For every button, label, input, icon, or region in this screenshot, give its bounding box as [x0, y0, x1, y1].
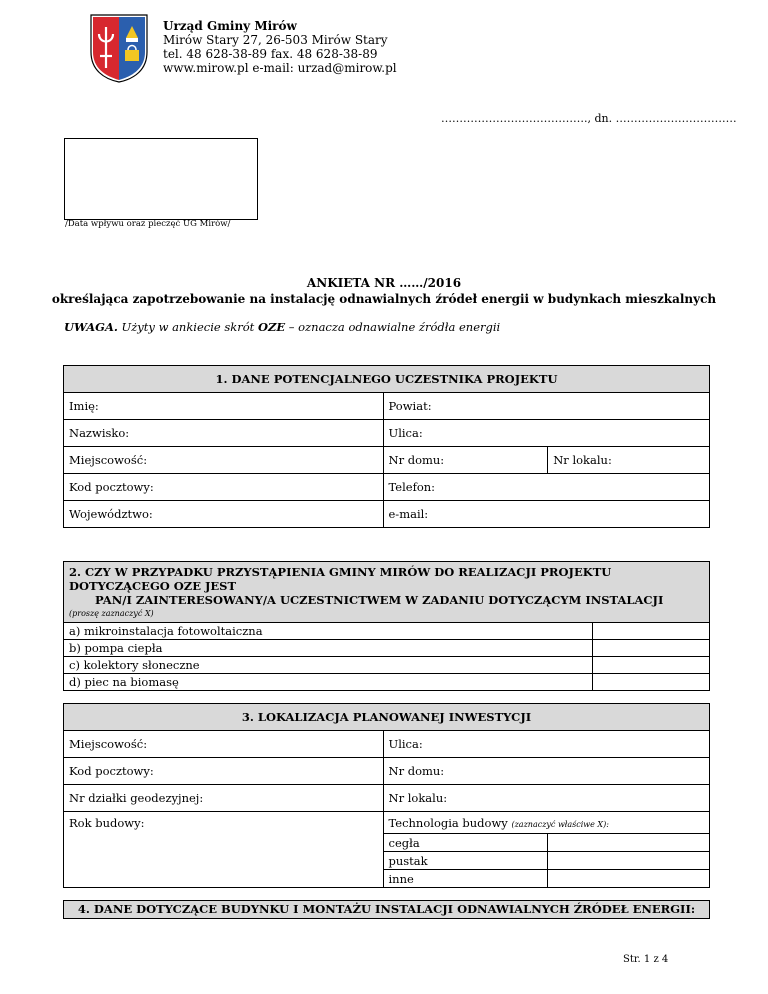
coat-of-arms-logo: [88, 12, 150, 84]
loc-ulica[interactable]: Ulica:: [383, 731, 710, 758]
section1-title: 1. DANE POTENCJALNEGO UCZESTNIKA PROJEKTU: [64, 366, 710, 393]
technologia-hint: (zaznaczyć właściwe X):: [511, 819, 609, 829]
tech-option-cegla: cegła: [383, 834, 548, 852]
loc-technologia: [383, 812, 710, 834]
tech-option-inne: inne: [383, 870, 548, 888]
loc-nr-dzialki[interactable]: Nr działki geodezyjnej:: [64, 785, 384, 812]
stamp-caption: /Data wpływu oraz pieczęć UG Mirów/: [65, 219, 231, 229]
section3-table: [63, 703, 710, 888]
field-wojewodztwo[interactable]: Województwo:: [64, 501, 384, 528]
tech-checkbox-cegla[interactable]: [548, 834, 710, 852]
form-title: [0, 275, 768, 307]
loc-miejscowosc[interactable]: Miejscowość:: [64, 731, 384, 758]
page-number: Str. 1 z 4: [623, 954, 669, 965]
option-kolektory: c) kolektory słoneczne: [64, 657, 593, 674]
header-block: [163, 19, 397, 75]
section2-title-1: 2. CZY W PRZYPADKU PRZYSTĄPIENIA GMINY MIRÓW DO REALIZACJI PROJEKTU DOTYCZĄCEGO OZE JEST: [69, 565, 612, 593]
loc-nr-lokalu[interactable]: Nr lokalu:: [383, 785, 710, 812]
section2-table: [63, 561, 710, 691]
section2-hint: (proszę zaznaczyć X): [69, 609, 154, 618]
field-nr-domu[interactable]: Nr domu:: [383, 447, 548, 474]
note-label: UWAGA.: [64, 320, 118, 334]
stamp-box: [64, 138, 258, 220]
checkbox-pompa-ciepla[interactable]: [593, 640, 710, 657]
option-piec-biomasa: d) piec na biomasę: [64, 674, 593, 691]
loc-kod-pocztowy[interactable]: Kod pocztowy:: [64, 758, 384, 785]
technologia-label: Technologia budowy: [388, 815, 508, 830]
option-pompa-ciepla: b) pompa ciepła: [64, 640, 593, 657]
org-address: Mirów Stary 27, 26-503 Mirów Stary: [163, 33, 388, 47]
field-miejscowosc[interactable]: Miejscowość:: [64, 447, 384, 474]
place-date-line: …………………………………., dn. ……………………………: [441, 112, 737, 125]
note-text-1: Użyty w ankiecie skrót: [117, 320, 258, 334]
form-title-number: ANKIETA NR ……/2016: [306, 276, 462, 290]
org-phones: tel. 48 628-38-89 fax. 48 628-38-89: [163, 47, 378, 61]
oze-note: [64, 320, 500, 334]
form-title-subtitle: określająca zapotrzebowanie na instalację odnawialnych źródeł energii w budynkach mieszkalnych: [51, 292, 717, 306]
field-telefon[interactable]: Telefon:: [383, 474, 710, 501]
checkbox-kolektory[interactable]: [593, 657, 710, 674]
field-email[interactable]: e-mail:: [383, 501, 710, 528]
section1-table: [63, 365, 710, 528]
section3-title: 3. LOKALIZACJA PLANOWANEJ INWESTYCJI: [64, 704, 710, 731]
checkbox-piec-biomasa[interactable]: [593, 674, 710, 691]
tech-option-pustak: pustak: [383, 852, 548, 870]
section4-title: 4. DANE DOTYCZĄCE BUDYNKU I MONTAŻU INSTALACJI ODNAWIALNYCH ŹRÓDEŁ ENERGII:: [63, 900, 710, 919]
field-nazwisko[interactable]: Nazwisko:: [64, 420, 384, 447]
section2-header: [64, 562, 710, 623]
option-fotowoltaika: a) mikroinstalacja fotowoltaiczna: [64, 623, 593, 640]
tech-checkbox-pustak[interactable]: [548, 852, 710, 870]
field-imie[interactable]: Imię:: [64, 393, 384, 420]
checkbox-fotowoltaika[interactable]: [593, 623, 710, 640]
note-abbr: OZE: [257, 320, 286, 334]
tech-checkbox-inne[interactable]: [548, 870, 710, 888]
field-ulica[interactable]: Ulica:: [383, 420, 710, 447]
loc-nr-domu[interactable]: Nr domu:: [383, 758, 710, 785]
field-powiat[interactable]: Powiat:: [383, 393, 710, 420]
field-nr-lokalu[interactable]: Nr lokalu:: [548, 447, 710, 474]
loc-rok-budowy[interactable]: Rok budowy:: [64, 812, 384, 888]
org-name: Urząd Gminy Mirów: [163, 19, 297, 33]
org-web-email: www.mirow.pl e-mail: urzad@mirow.pl: [163, 61, 397, 75]
note-text-2: – oznacza odnawialne źródła energii: [285, 320, 501, 334]
field-kod-pocztowy[interactable]: Kod pocztowy:: [64, 474, 384, 501]
section2-title-2: PAN/I ZAINTERESOWANY/A UCZESTNICTWEM W ZADANIU DOTYCZĄCYM INSTALACJI: [95, 593, 664, 607]
